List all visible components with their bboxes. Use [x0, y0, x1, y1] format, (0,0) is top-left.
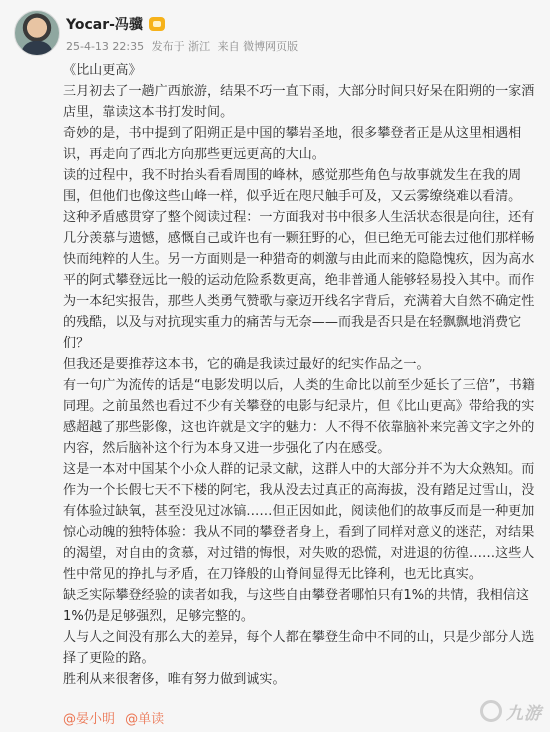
post-content — [63, 60, 541, 690]
paragraph: 胜利从来很奢侈，唯有努力做到诚实。 — [63, 672, 286, 687]
author-row — [66, 14, 165, 34]
paragraph: 有一句广为流传的话是“电影发明以后，人类的生命比以前至少延长了三倍”，书籍同理。之前虽然也看过不少有关攀登的电影与纪录片，但《比山更高》带给我的实感超越了那些影像，这也许就是文字的魅力：人不得不依靠脑补来完善文字之外的内容，然后脑补这个行为本身又进一步强化了内在感受。 — [63, 378, 535, 456]
post-meta — [66, 38, 302, 54]
watermark — [470, 696, 542, 726]
avatar-figure — [21, 41, 53, 56]
paragraph: 人与人之间没有那么大的差异，每个人都在攀登生命中不同的山，只是少部分人选择了更险的路。 — [63, 630, 535, 666]
post-location: 发布于 浙江 — [151, 40, 211, 53]
mention-link[interactable]: @单读 — [125, 712, 165, 727]
book-title: 《比山更高》 — [63, 63, 142, 78]
mentions — [63, 708, 170, 727]
9game-logo-icon — [480, 700, 502, 722]
mention-link[interactable]: @晏小明 — [63, 712, 116, 727]
watermark-text: 九游 — [506, 703, 542, 724]
paragraph: 缺乏实际攀登经验的读者如我，与这些自由攀登者哪怕只有1%的共情，我相信这1%仍是足够强烈，足够完整的。 — [63, 588, 529, 624]
paragraph: 这是一本对中国某个小众人群的记录文献，这群人中的大部分并不为大众熟知。而作为一个长假七天不下楼的阿宅，我从没去过真正的高海拔，没有踏足过雪山，没有体验过缺氧，甚至没见过冰镐……但正因如此，阅读他们的故事反而是一种更加惊心动魄的独特体验：我从不同的攀登者身上，看到了同样对意义的迷茫，对结果的渴望，对自由的贪慕，对过错的悔恨，对失败的恐慌，对进退的彷徨……这些人性中常见的挣扎与矛盾，在刀锋般的山脊间显得无比锋利，也无比真实。 — [63, 462, 535, 582]
post-header — [8, 8, 542, 60]
paragraph: 读的过程中，我不时抬头看看周围的峰林，感觉那些角色与故事就发生在我的周围，但他们也像这些山峰一样，似乎近在咫尺触手可及，又云雾缭绕难以看清。 — [63, 168, 522, 204]
paragraph: 但我还是要推荐这本书，它的确是我读过最好的纪实作品之一。 — [63, 357, 430, 372]
author-name[interactable]: Yocar-冯骥 — [66, 17, 143, 33]
paragraph: 三月初去了一趟广西旅游，结果不巧一直下雨，大部分时间只好呆在阳朔的一家酒店里，靠读这本书打发时间。 — [63, 84, 535, 120]
post-time[interactable]: 25-4-13 22:35 — [66, 40, 145, 53]
avatar[interactable] — [14, 10, 60, 56]
paragraph: 奇妙的是，书中提到了阳朔正是中国的攀岩圣地，很多攀登者正是从这里相遇相识，再走向了西北方向那些更远更高的大山。 — [63, 126, 522, 162]
post-source: 来自 微博网页版 — [217, 40, 299, 53]
vip-badge-icon — [149, 17, 165, 31]
paragraph: 这种矛盾感贯穿了整个阅读过程：一方面我对书中很多人生活状态很是向往，还有几分羡慕与遗憾，感慨自己或许也有一颗狂野的心，但已绝无可能去过他们那样畅快而纯粹的人生。另一方面则是一种猎奇的刺激与由此而来的隐隐愧疚，因为高水平的阿式攀登远比一般的运动危险系数更高，绝非普通人能够轻易投入其中。而作为一本纪实报告，那些人类勇气赞歌与豪迈开线名字背后，充满着大自然不确定性的残酷，以及与对抗现实重力的痛苦与无奈——而我是否只是在轻飘飘地消费它们？ — [63, 210, 535, 351]
